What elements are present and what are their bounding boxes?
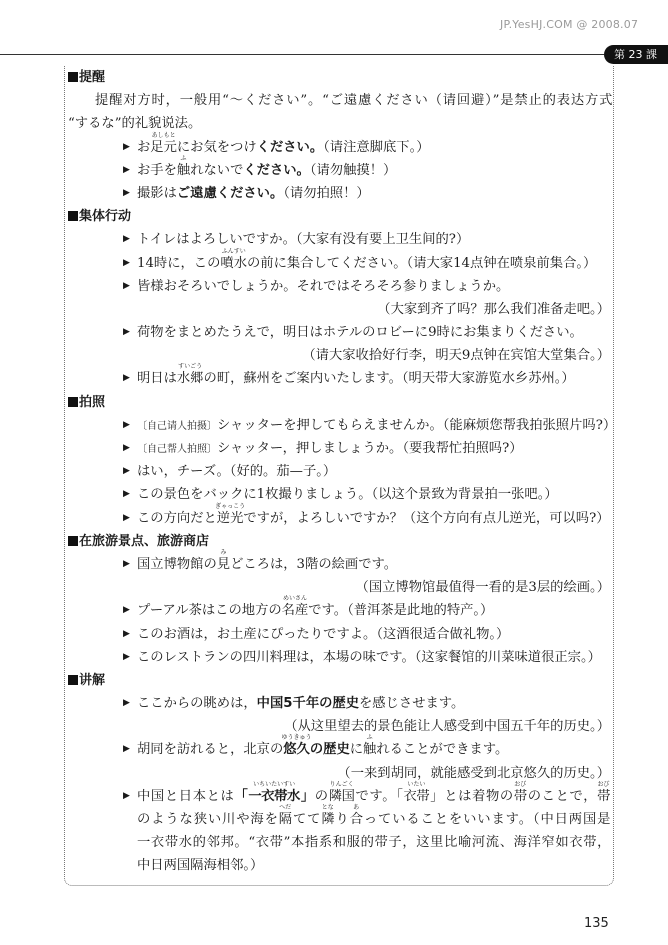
square-bullet-icon <box>68 211 78 221</box>
text-segment: 」とは着物の <box>429 788 514 804</box>
ruby-base: 見 <box>216 556 231 572</box>
text-segment: シャッターを押してもらえませんか。（能麻烦您帮我拍张照片吗?） <box>217 417 617 433</box>
example-sentence <box>68 460 612 483</box>
section-heading <box>68 530 612 553</box>
example-sentence <box>68 623 612 646</box>
example-sentence <box>68 228 612 251</box>
example-sentence <box>68 646 612 669</box>
ruby-base: 逆光 <box>216 510 244 526</box>
ruby-word <box>281 595 309 622</box>
text-line <box>68 89 612 112</box>
ruby-word <box>176 154 191 182</box>
triangle-bullet-icon: ▶ <box>123 512 130 523</box>
furigana: おび <box>597 780 610 788</box>
furigana: りんごく <box>329 780 354 788</box>
ruby-base: 隣国 <box>328 788 355 804</box>
text-segment: の <box>314 788 329 804</box>
section-heading <box>68 66 612 89</box>
text-segment: に <box>349 742 364 758</box>
ruby-base: 足元 <box>150 139 177 155</box>
text-segment: この景色をバックに1枚撮りましょう。（以这个景致为背景拍一张吧。） <box>137 487 558 503</box>
furigana: み <box>220 548 227 556</box>
text-segment: にお気をつけ <box>176 139 257 155</box>
furigana: いたい <box>407 780 426 788</box>
lesson-tab: 第 23 課 <box>604 45 668 64</box>
note-label: 〔自己请人拍摄〕 <box>137 420 217 432</box>
text-segment: のような狭い川や海を <box>137 812 279 827</box>
ruby-word <box>215 502 246 530</box>
text-segment: 集体行动 <box>79 209 132 225</box>
text-line <box>68 112 612 135</box>
text-segment: 国立博物館の <box>137 556 217 572</box>
text-segment: 拍照 <box>79 394 106 410</box>
furigana: ゆうきゅう <box>281 734 312 742</box>
furigana: おび <box>514 780 527 788</box>
text-segment: 提醒对方时，一般用“～ください”。“ご遠慮ください（请回避）”是禁止的表达方式 <box>95 93 612 109</box>
ruby-word <box>216 548 231 576</box>
triangle-bullet-icon: ▶ <box>123 141 130 152</box>
triangle-bullet-icon: ▶ <box>123 790 130 801</box>
section-heading <box>68 391 612 414</box>
translation-line <box>68 576 612 599</box>
triangle-bullet-icon: ▶ <box>123 628 130 639</box>
bold-phrase: 中国5千年の歴史 <box>256 696 360 712</box>
triangle-bullet-icon: ▶ <box>123 443 130 453</box>
triangle-bullet-icon: ▶ <box>123 373 130 384</box>
note-label: 〔自己帮人拍照〕 <box>137 444 217 455</box>
text-segment: （请勿触摸！） <box>309 162 397 178</box>
text-segment: “するな”的礼貌说法。 <box>68 116 202 132</box>
text-segment: トイレはよろしいですか。（大家有没有要上卫生间的?） <box>137 232 470 248</box>
text-segment: の町，蘇州をご案内いたします。（明天带大家游览水乡苏州。） <box>203 371 575 387</box>
example-sentence <box>68 363 612 390</box>
example-sentence <box>68 131 612 159</box>
header-rule <box>0 54 604 55</box>
bold-phrase: ください。 <box>256 139 324 155</box>
text-line <box>68 854 612 877</box>
ruby-base: 名産 <box>281 603 309 619</box>
text-segment: 撮影は <box>137 185 177 201</box>
text-line <box>68 831 610 854</box>
bold-phrase: ください。 <box>243 162 310 178</box>
triangle-bullet-icon: ▶ <box>123 187 130 198</box>
ruby-word <box>248 780 300 808</box>
lesson-content <box>68 66 617 878</box>
text-segment: （从这里望去的景色能让人感受到中国五千年的历史。） <box>284 719 610 735</box>
text-segment: このお酒は，お土産にぴったりですよ。（这酒很适合做礼物。） <box>137 626 510 642</box>
text-segment: の前に集合してください。（请大家14点钟在喷泉前集合。） <box>247 255 597 271</box>
furigana: めいさん <box>282 595 307 603</box>
furigana: とな <box>321 804 334 811</box>
example-sentence <box>68 247 612 275</box>
site-watermark: JP.YesHJ.COM @ 2008.07 <box>500 18 639 31</box>
text-segment: 皆様おそろいでしょうか。それではそろそろ参りましょうか。 <box>137 278 510 294</box>
example-sentence <box>68 154 612 182</box>
text-segment: 中日两国隔海相邻。） <box>137 858 264 874</box>
translation-line <box>68 715 612 738</box>
text-segment: れないで <box>190 162 244 178</box>
ruby-base: 帯 <box>513 788 527 804</box>
ruby-base: 隣 <box>321 812 335 827</box>
triangle-bullet-icon: ▶ <box>123 466 130 477</box>
triangle-bullet-icon: ▶ <box>123 327 130 338</box>
text-segment: このレストランの四川料理は，本場の味です。（这家餐馆的川菜味道很正宗。） <box>137 649 601 665</box>
text-segment: 一衣带水的邻邦。“衣带”本指系和服的带子，这里比喻河流、海洋窄如衣带， <box>137 835 610 851</box>
page-number: 135 <box>584 916 609 931</box>
text-segment: のことで， <box>526 788 598 804</box>
text-segment: （请勿拍照！） <box>283 185 370 201</box>
ruby-base: 合 <box>349 812 363 827</box>
bold-phrase: の歴史 <box>309 742 350 758</box>
ruby-word <box>321 804 335 831</box>
furigana: ふ <box>366 734 373 742</box>
text-segment: 在旅游景点、旅游商店 <box>79 533 210 549</box>
section-heading <box>68 669 612 692</box>
example-sentence <box>68 734 612 761</box>
text-segment: （一来到胡同，就能感受到北京悠久的历史。） <box>337 765 610 781</box>
text-segment: 中国と日本とは <box>137 788 235 804</box>
example-sentence <box>68 437 612 460</box>
ruby-word <box>281 734 312 761</box>
ruby-word <box>513 780 527 808</box>
ruby-base: 触 <box>176 162 191 178</box>
bold-phrase: 「 <box>234 788 249 804</box>
example-sentence <box>68 182 612 205</box>
example-sentence <box>68 502 612 530</box>
example-sentence <box>68 321 612 344</box>
text-segment: シャッター，押しましょうか。（要我帮忙拍照吗?） <box>217 441 523 456</box>
text-segment: り <box>334 812 350 827</box>
text-segment: どころは，3階の絵画です。 <box>230 556 398 572</box>
text-segment: 14時に，この <box>137 255 221 271</box>
ruby-base: 衣帯 <box>403 788 430 804</box>
example-sentence <box>68 595 612 622</box>
text-segment: この方向だと <box>137 510 217 526</box>
furigana: あしもと <box>151 131 176 139</box>
text-segment: 胡同を訪れると，北京の <box>137 742 284 758</box>
text-segment: 荷物をまとめたうえで，明日はホテルのロビーに9時にお集まりください。 <box>137 325 583 341</box>
triangle-bullet-icon: ▶ <box>123 558 130 569</box>
text-segment: はい，チーズ。（好的。茄—子。） <box>137 464 337 480</box>
text-segment: お <box>137 139 151 155</box>
text-segment: （国立博物馆最值得一看的是3层的绘画。） <box>355 580 610 596</box>
furigana: ぎゃっこう <box>215 502 246 510</box>
text-line <box>68 804 610 831</box>
text-segment: （请大家收拾好行李，明天9点钟在宾馆大堂集合。） <box>302 348 610 364</box>
ruby-word <box>150 131 177 159</box>
bold-phrase: 」 <box>299 788 315 804</box>
furigana: へだ <box>279 804 292 811</box>
ruby-base: 一衣帯水 <box>248 788 300 804</box>
ruby-base: 隔 <box>278 812 292 827</box>
ruby-word <box>403 780 430 808</box>
example-sentence <box>68 780 610 808</box>
ruby-base: 触 <box>363 742 377 758</box>
ruby-word <box>278 804 292 831</box>
furigana: ふ <box>180 154 187 162</box>
furigana: すいごう <box>178 363 203 371</box>
ruby-word <box>176 363 204 390</box>
text-segment: （大家到齐了吗？那么我们准备走吧。） <box>377 301 610 317</box>
example-sentence <box>68 414 617 437</box>
text-segment: です。（普洱茶是此地的特产。） <box>308 603 494 619</box>
triangle-bullet-icon: ▶ <box>123 257 130 268</box>
furigana: あ <box>353 804 360 811</box>
furigana: ふんすい <box>221 247 246 255</box>
ruby-word <box>349 804 363 831</box>
text-segment: ここからの眺めは， <box>137 696 257 712</box>
triangle-bullet-icon: ▶ <box>123 419 130 430</box>
text-segment: れることができます。 <box>376 742 509 758</box>
example-sentence <box>68 483 612 506</box>
triangle-bullet-icon: ▶ <box>123 698 130 709</box>
example-sentence <box>68 692 612 715</box>
section-heading <box>68 205 612 228</box>
example-sentence <box>68 548 612 576</box>
text-segment: っていることをいいます。（中日两国是 <box>362 812 610 827</box>
triangle-bullet-icon: ▶ <box>123 651 130 662</box>
ruby-word <box>220 247 247 275</box>
triangle-bullet-icon: ▶ <box>123 489 130 500</box>
triangle-bullet-icon: ▶ <box>123 234 130 245</box>
translation-line <box>68 298 612 321</box>
square-bullet-icon <box>68 675 78 685</box>
square-bullet-icon <box>68 536 78 546</box>
text-segment: プーアル茶はこの地方の <box>137 603 282 619</box>
triangle-bullet-icon: ▶ <box>123 164 130 175</box>
square-bullet-icon <box>68 72 78 82</box>
ruby-base: 帯 <box>597 788 610 804</box>
text-segment: お手を <box>137 162 177 178</box>
ruby-base: 噴水 <box>220 255 247 271</box>
furigana: いちいたいすい <box>253 780 296 788</box>
ruby-base: 悠久 <box>283 742 310 758</box>
example-sentence <box>68 275 612 298</box>
ruby-word <box>363 734 377 761</box>
triangle-bullet-icon: ▶ <box>123 280 130 291</box>
bold-phrase: ご遠慮ください。 <box>176 185 284 201</box>
text-segment: 讲解 <box>79 672 106 688</box>
text-segment: を感じさせます。 <box>359 696 465 712</box>
ruby-base: 水郷 <box>176 371 204 387</box>
triangle-bullet-icon: ▶ <box>123 744 130 755</box>
text-segment: （请注意脚底下。） <box>323 139 430 155</box>
ruby-word <box>597 780 610 808</box>
text-segment: ですが，よろしいですか？（这个方向有点儿逆光，可以吗?） <box>243 510 610 526</box>
square-bullet-icon <box>68 397 78 407</box>
text-segment: 提醒 <box>79 70 106 85</box>
text-segment: です。「 <box>354 788 404 804</box>
text-segment: てて <box>291 812 322 827</box>
text-segment: 明日は <box>137 371 177 387</box>
triangle-bullet-icon: ▶ <box>123 605 130 616</box>
translation-line <box>68 344 612 367</box>
